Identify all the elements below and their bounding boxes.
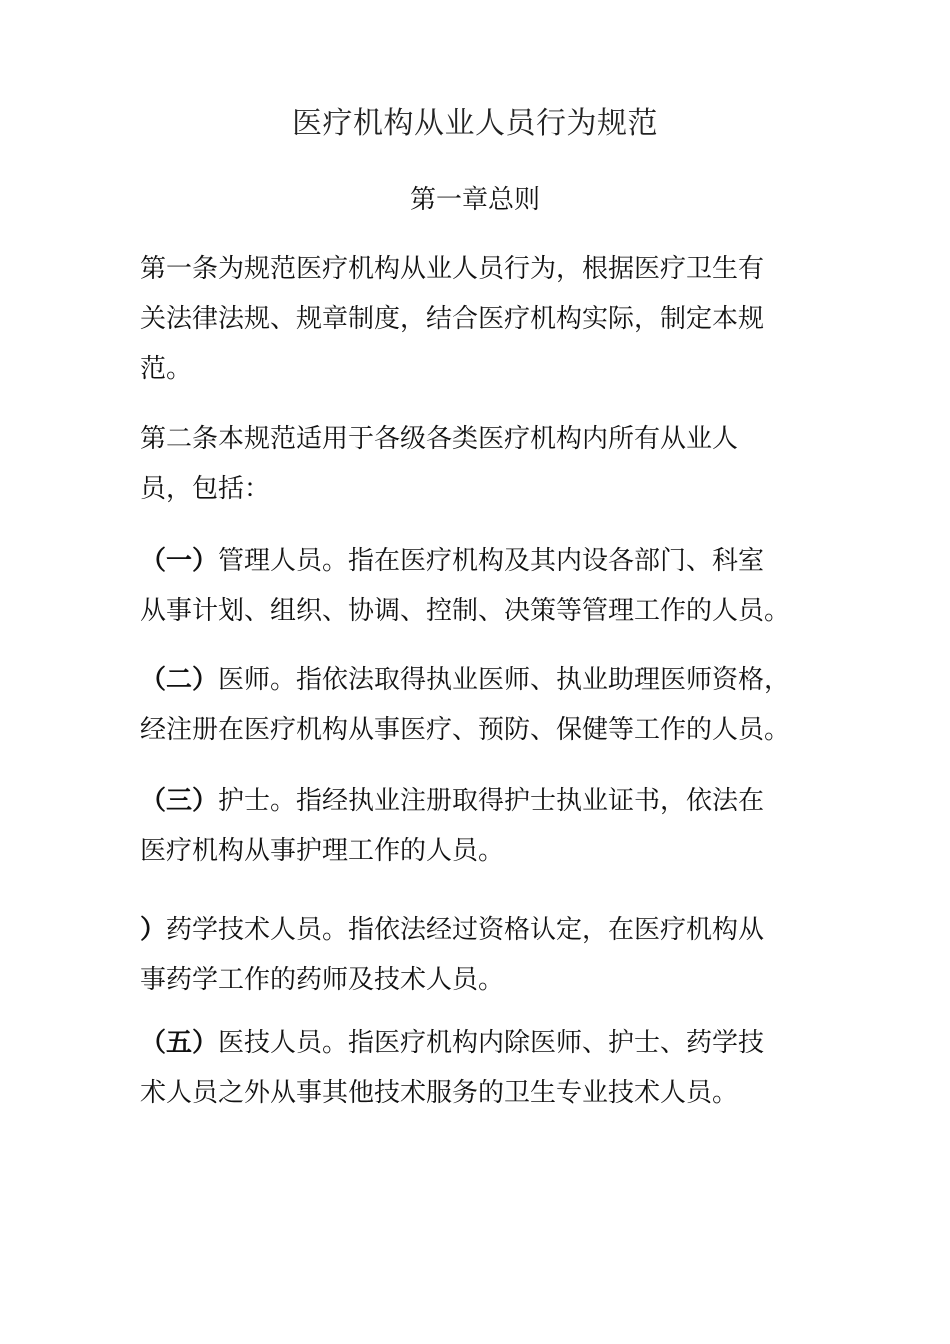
item-number: （五）: [140, 1028, 219, 1058]
article-1-line-2: 关法律法规、规章制度，结合医疗机构实际，制定本规: [140, 304, 765, 334]
item-nurses: [140, 776, 830, 876]
item-text: 医师。指依法取得执业医师、执业助理医师资格，: [218, 665, 791, 695]
item-number: （三）: [140, 786, 219, 816]
article-1: [140, 244, 830, 394]
item-line-1: [140, 655, 830, 705]
item-number: （二）: [140, 665, 219, 695]
article-2-line-2: 员，包括：: [140, 474, 271, 504]
item-line-2: 从事计划、组织、协调、控制、决策等管理工作的人员。: [140, 596, 791, 626]
item-medical-technicians: [140, 1018, 830, 1118]
item-line-1: [140, 536, 830, 586]
article-1-line-1: 第一条为规范医疗机构从业人员行为，根据医疗卫生有: [140, 254, 765, 284]
item-line-2: 术人员之外从事其他技术服务的卫生专业技术人员。: [140, 1078, 739, 1108]
item-pharmacy-staff: [140, 905, 830, 1005]
item-physicians: [140, 655, 830, 755]
item-text: 护士。指经执业注册取得护士执业证书，依法在: [218, 786, 765, 816]
item-line-2: 事药学工作的药师及技术人员。: [140, 965, 505, 995]
item-line-1: [140, 905, 830, 955]
item-text: 医技人员。指医疗机构内除医师、护士、药学技: [218, 1028, 765, 1058]
item-management-staff: [140, 536, 830, 636]
document-title: 医疗机构从业人员行为规范: [292, 106, 658, 141]
chapter-heading: 第一章总则: [409, 185, 540, 215]
item-text: 药学技术人员。指依法经过资格认定，在医疗机构从: [166, 915, 765, 945]
item-line-2: 医疗机构从事护理工作的人员。: [140, 836, 505, 866]
item-line-1: [140, 776, 830, 826]
item-text: 管理人员。指在医疗机构及其内设各部门、科室: [218, 546, 765, 576]
article-2-line-1: 第二条本规范适用于各级各类医疗机构内所有从业人: [140, 424, 739, 454]
item-line-2: 经注册在医疗机构从事医疗、预防、保健等工作的人员。: [140, 715, 791, 745]
item-line-1: [140, 1018, 830, 1068]
item-number: （一）: [140, 546, 219, 576]
article-1-line-3: 范。: [140, 354, 193, 384]
article-2: [140, 414, 830, 514]
item-number: ）: [140, 915, 167, 945]
